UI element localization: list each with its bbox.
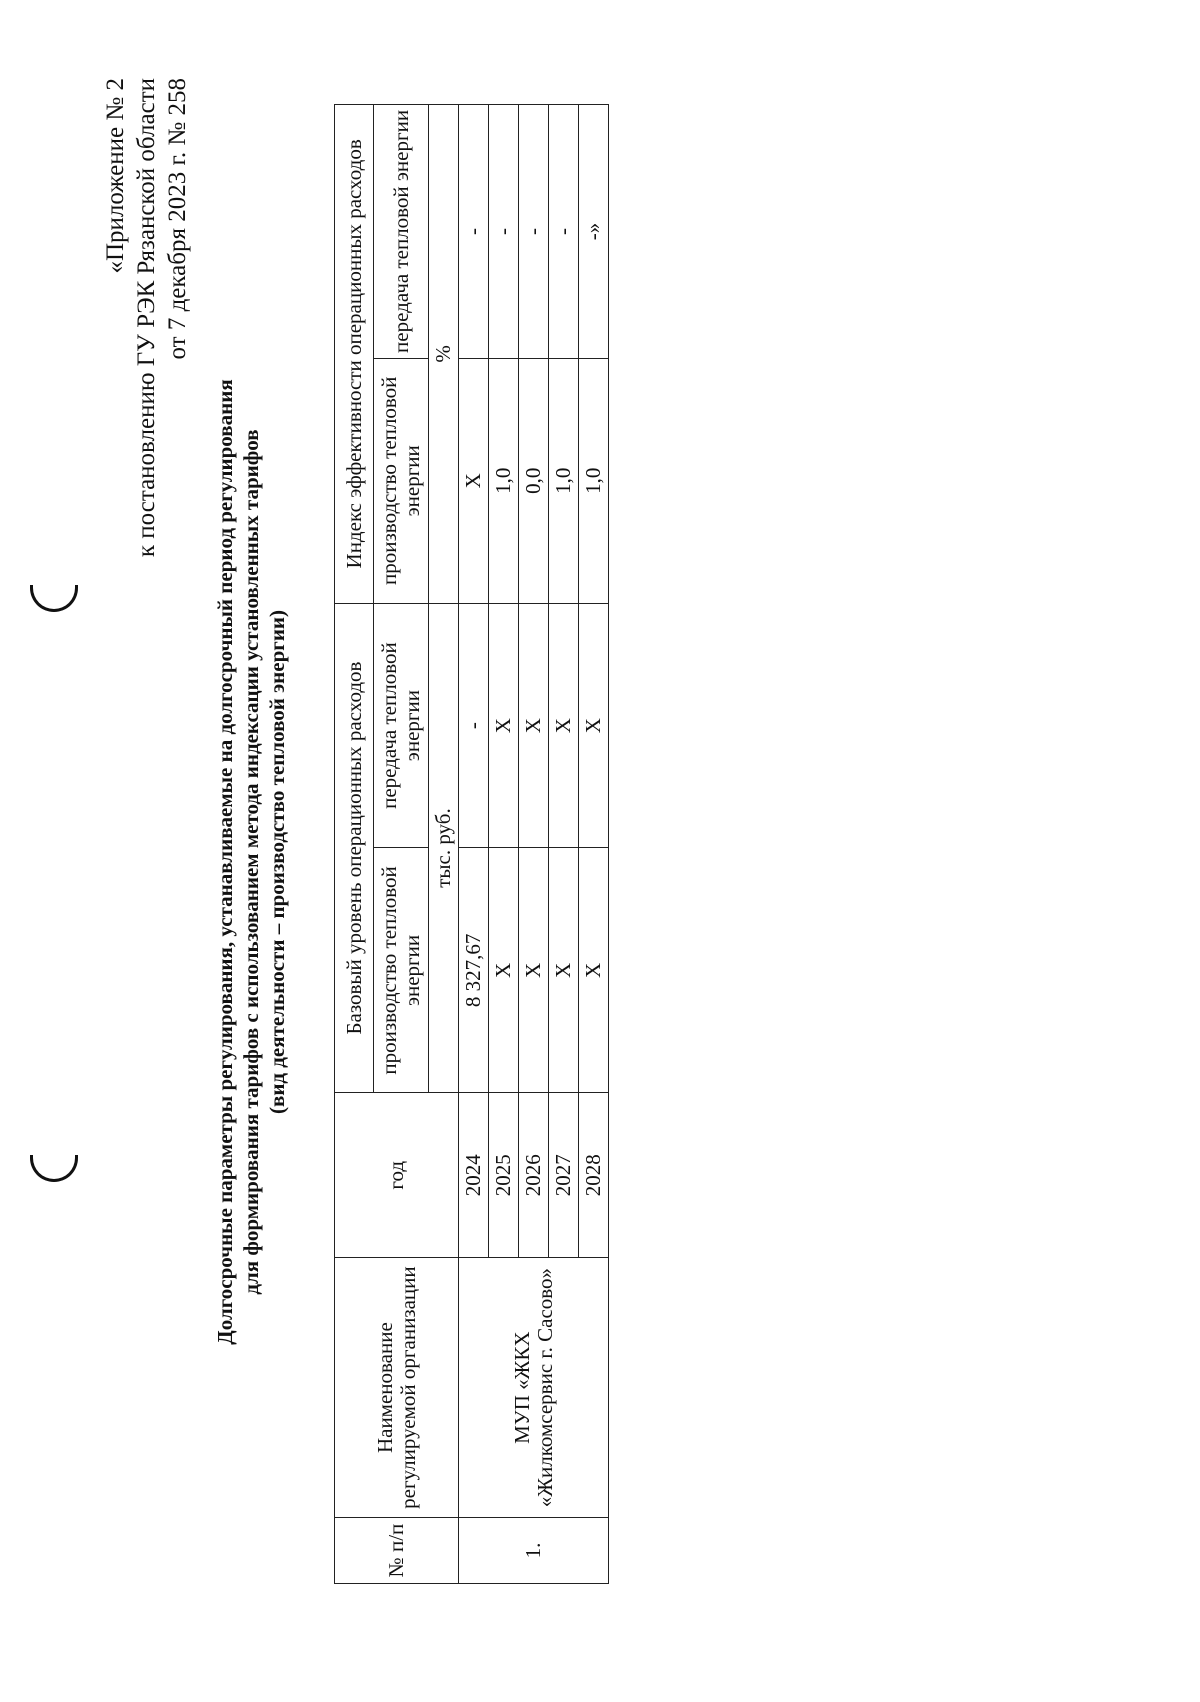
header-base-trans: передача тепловой энергии bbox=[374, 603, 429, 848]
org-name-line-2: «Жилкомсервис г. Сасово» bbox=[532, 1267, 557, 1508]
header-idx-group: Индекс эффективности операционных расходов bbox=[335, 105, 374, 604]
header-org: Наименование регулируемой организации bbox=[335, 1258, 459, 1518]
cell-year: 2025 bbox=[489, 1093, 519, 1258]
org-name bbox=[459, 1258, 609, 1518]
unit-idx: % bbox=[429, 105, 459, 604]
cell-idx-trans: - bbox=[489, 105, 519, 359]
cell-year: 2028 bbox=[579, 1093, 609, 1258]
table-row bbox=[459, 105, 489, 1584]
cell-year: 2027 bbox=[549, 1093, 579, 1258]
cell-base-prod: 8 327,67 bbox=[459, 848, 489, 1093]
cell-base-prod: X bbox=[579, 848, 609, 1093]
cell-base-prod: X bbox=[549, 848, 579, 1093]
unit-base: тыс. руб. bbox=[429, 603, 459, 1093]
cell-idx-trans: - bbox=[519, 105, 549, 359]
table-header-row bbox=[335, 105, 374, 1584]
appendix-header bbox=[100, 78, 193, 557]
cell-base-trans: X bbox=[549, 603, 579, 848]
header-num: № п/п bbox=[335, 1518, 459, 1584]
title-line-3: (вид деятельности – производство тепловой энергии) bbox=[265, 609, 289, 1115]
cell-idx-prod: 1,0 bbox=[549, 358, 579, 603]
org-num: 1. bbox=[459, 1518, 609, 1584]
cell-idx-prod: 1,0 bbox=[579, 358, 609, 603]
cell-year: 2026 bbox=[519, 1093, 549, 1258]
header-base-prod: производство тепловой энергии bbox=[374, 848, 429, 1093]
cell-base-trans: X bbox=[489, 603, 519, 848]
header-year: год bbox=[335, 1093, 459, 1258]
cell-idx-prod: 1,0 bbox=[489, 358, 519, 603]
title-line-2: для формирования тарифов с использованием метода индексации установленных тарифов bbox=[239, 429, 263, 1295]
cell-base-trans: X bbox=[579, 603, 609, 848]
cell-base-trans: X bbox=[519, 603, 549, 848]
cell-idx-prod: 0,0 bbox=[519, 358, 549, 603]
document-title bbox=[212, 282, 290, 1442]
cell-idx-prod: X bbox=[459, 358, 489, 603]
parameters-table bbox=[334, 104, 609, 1584]
header-base-group: Базовый уровень операционных расходов bbox=[335, 603, 374, 1093]
resolution-date: от 7 декабря 2023 г. № 258 bbox=[164, 78, 191, 360]
cell-base-prod: X bbox=[519, 848, 549, 1093]
header-idx-prod: производство тепловой энергии bbox=[374, 358, 429, 603]
title-line-1: Долгосрочные параметры регулирования, устанавливаемые на долгосрочный период регулирования bbox=[213, 379, 237, 1345]
cell-base-trans: - bbox=[459, 603, 489, 848]
cell-year: 2024 bbox=[459, 1093, 489, 1258]
cell-base-prod: X bbox=[489, 848, 519, 1093]
cell-idx-trans: -» bbox=[579, 105, 609, 359]
punch-hole-right bbox=[30, 585, 78, 612]
header-idx-trans: передача тепловой энергии bbox=[374, 105, 429, 359]
cell-idx-trans: - bbox=[549, 105, 579, 359]
resolution-reference: к постановлению ГУ РЭК Рязанской области bbox=[133, 78, 160, 558]
cell-idx-trans: - bbox=[459, 105, 489, 359]
org-name-line-1: МУП «ЖКХ bbox=[509, 1331, 534, 1444]
punch-hole-left bbox=[30, 1155, 78, 1182]
appendix-number: «Приложение № 2 bbox=[102, 78, 129, 274]
